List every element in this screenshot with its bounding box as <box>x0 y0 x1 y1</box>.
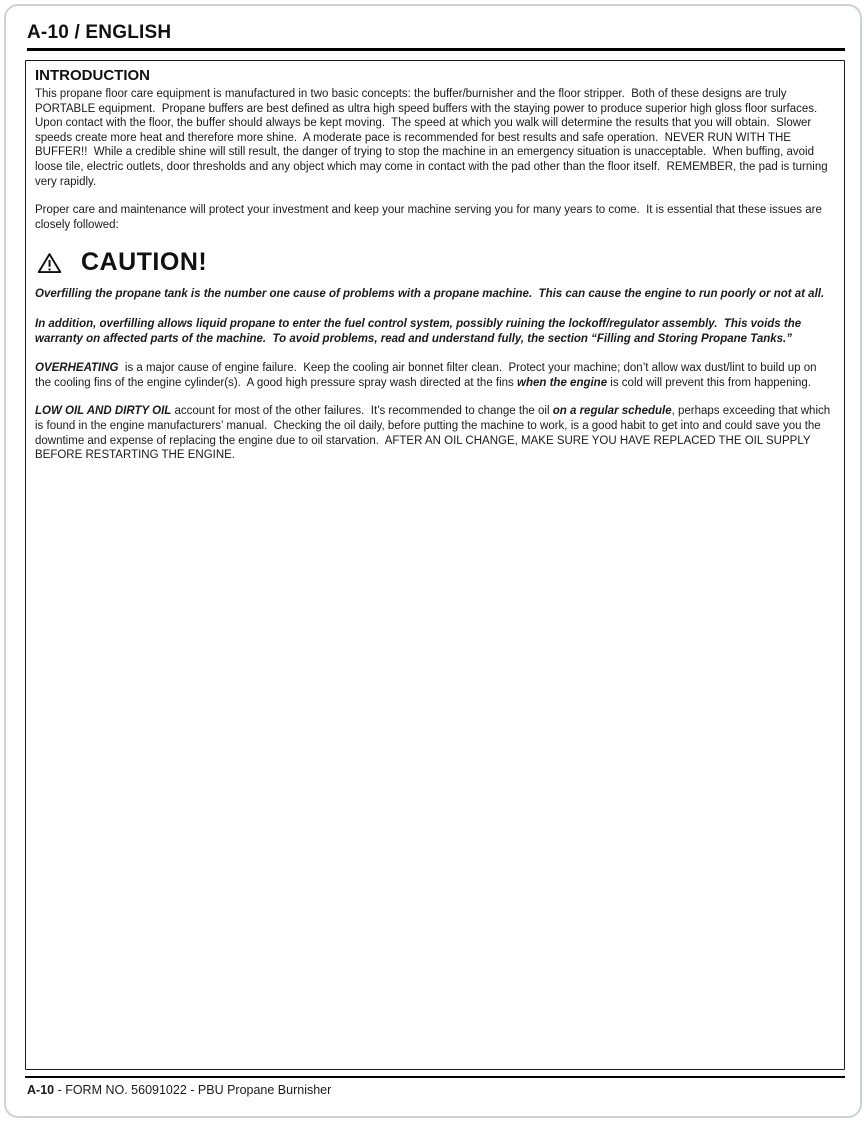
introduction-heading: INTRODUCTION <box>35 67 150 84</box>
low-oil-body-1: account for most of the other failures. It’s recommended to change the oil <box>171 405 553 418</box>
caution-paragraph-1: Overfilling the propane tank is the number one cause of problems with a propane machine. This can cause the engine to run poorly or not at all. <box>35 288 825 301</box>
low-oil-lead: LOW OIL AND DIRTY OIL <box>35 405 172 418</box>
content-box <box>25 60 845 1070</box>
caution-paragraph-2: In addition, overfilling allows liquid propane to enter the fuel control system, possibly ruining the lockoff/regulator assembly. This voids the warranty on affected parts of the machine. To avoid problems, read and understand fully, the section “Filling and Storing Propane Tanks.” <box>35 317 805 345</box>
page-title: A-10 / ENGLISH <box>27 22 172 43</box>
overheating-paragraph <box>35 361 834 390</box>
footer-text <box>27 1083 845 1097</box>
footer-rule <box>25 1076 845 1078</box>
footer-page-number: A-10 <box>27 1083 55 1097</box>
warning-triangle-icon <box>37 252 62 274</box>
overheating-lead: OVERHEATING <box>35 362 119 375</box>
overheating-emphasis: when the engine <box>517 376 608 389</box>
low-oil-body-2: , perhaps exceeding that which is found in the engine manufacturers’ manual. Checking the oil daily, before putting the machine to work, is a good habit to get into and could save you the downtime and expense of replacing the engine due to oil starvation. AFTER AN OIL CHANGE, MAKE SURE YOU HAVE REPLACED THE OIL SUPPLY BEFORE RESTARTING THE ENGINE. <box>35 405 834 462</box>
caution-header <box>37 248 834 277</box>
caution-title: CAUTION! <box>81 248 208 277</box>
low-oil-paragraph <box>35 404 834 462</box>
page-footer <box>25 1076 845 1097</box>
low-oil-emphasis: on a regular schedule <box>552 405 672 418</box>
intro-paragraph-1: This propane floor care equipment is manufactured in two basic concepts: the buffer/burnisher and the floor stripper. Both of these designs are truly PORTABLE equipment. Propane buffers are best defined as ultra high speed buffers with the staying power to produce superior high gloss floor surfaces. Upon contact with the floor, the buffer should always be kept moving. The speed at which you walk will determine the results that you will obtain. Slower speeds create more heat and therefore more shine. A moderate pace is recommended for best results and safe operation. NEVER RUN WITH THE BUFFER!! While a credible shine will still result, the danger of trying to stop the machine in an emergency situation is unacceptable. When buffing, avoid loose tile, electric outlets, door thresholds and any object which may come in contact with the pad other than the floor itself. REMEMBER, the pad is turning very rapidly. <box>35 88 831 188</box>
header-rule <box>27 48 845 51</box>
overheating-body-1: is a major cause of engine failure. Keep the cooling air bonnet filter clean. Protect your machine; don’t allow wax dust/lint to build up on the cooling fins of the engine cylinder(s). A good high pressure spray wash directed at the fins <box>35 362 820 389</box>
overheating-body-2: is cold will prevent this from happening. <box>607 376 812 389</box>
footer-form-info: - FORM NO. 56091022 - PBU Propane Burnisher <box>54 1083 332 1097</box>
page-header <box>27 22 845 51</box>
intro-paragraph-2: Proper care and maintenance will protect your investment and keep your machine serving you for many years to come. It is essential that these issues are closely followed: <box>35 204 826 231</box>
